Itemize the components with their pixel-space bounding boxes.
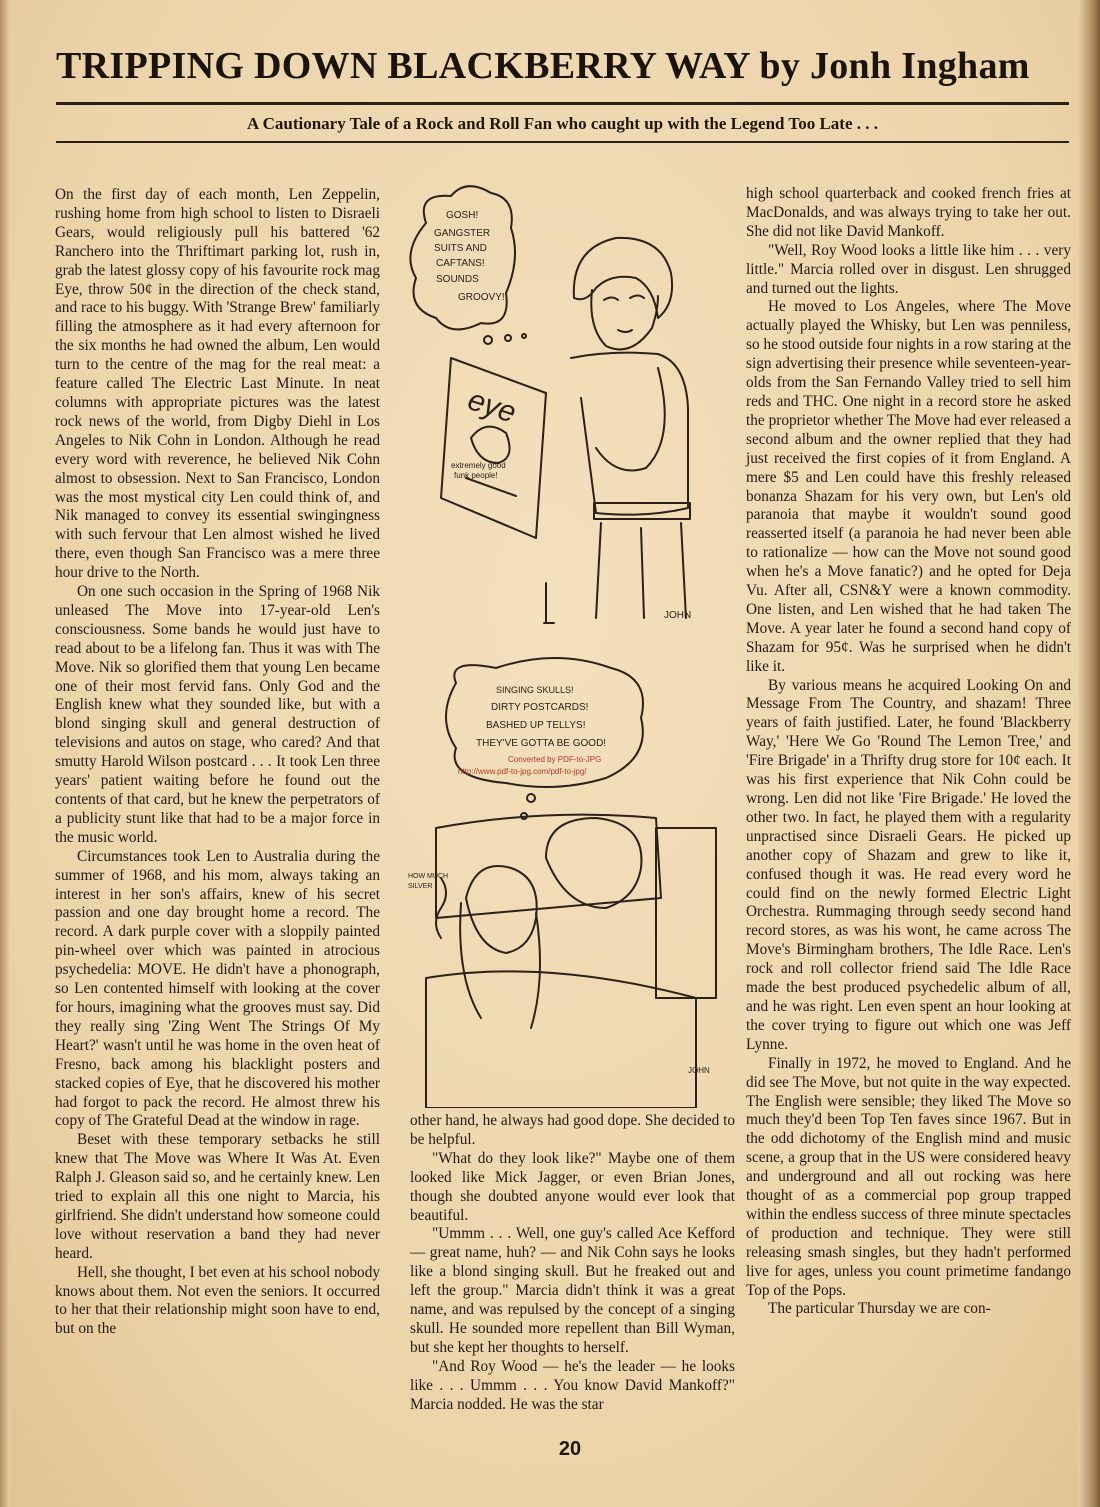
paragraph: Finally in 1972, he moved to England. And he did see The Move, but not quite in the way expected. The English were sensible; they liked The Move so much they'd been Top Ten faves since 1967. But in the odd dichotomy of the English mind and music scene, a group that in the US were considered heavy and underground and all out rocking was here thought of as a commercial pop group trapped within the endless success of three minute spectacles of production and technique. They were still releasing smash singles, but they hadn't performed live for ages, unless you count primetime fandango Top of the Pops. (746, 1054, 1071, 1299)
paragraph: "What do they look like?" Maybe one of them looked like Mick Jagger, or even Brian Jones, though she doubted anyone would ever look that beautiful. (410, 1149, 735, 1224)
magazine (441, 358, 546, 538)
paragraph: high school quarterback and cooked french fries at MacDonalds, and was always trying to take her out. She did not like David Mankoff. (746, 185, 1071, 240)
bedside-cabinet (656, 828, 716, 998)
watermark-line-2: http://www.pdf-to-jpg.com/pdf-to-jpg/ (458, 767, 587, 776)
magazine-caption-2: funk people! (454, 471, 498, 480)
text-column-3 (746, 185, 1071, 1319)
paragraph: On the first day of each month, Len Zeppelin, rushing home from high school to listen to Disraeli Gears, would religiously pull his battered '62 Ranchero into the Thriftimart parking lot, rush in, grab the latest glossy copy of his favourite rock mag Eye, throw 50¢ in the direction of the check stand, and race to his buggy. With 'Strange Brew' familiarly filling the atmosphere as it had every afternoon for the six months he had owned the album, Len would turn to the centre of the mag for the real meat: a feature called The Electric Last Minute. In neat columns with appropriate pictures was the latest rock news of the world, from Digby Diehl in Los Angeles to Nik Cohn in London. Although he read every word with reverence, he believed Nik Cohn almost to obsession. Next to San Francisco, London was the most mystical city Len could think of, and Nik managed to convey its essential swingingness with such fervour that Len almost wished he lived there, even though San Francisco was a mere three hour drive to the North. (55, 186, 380, 582)
boy-legs (596, 523, 686, 618)
title-rule-bottom (56, 141, 1069, 143)
bubble2-text-2: DIRTY POSTCARDS! (491, 702, 589, 713)
bubble-text-1: GOSH! (446, 210, 479, 221)
paragraph: "Well, Roy Wood looks a little like him . . . very little." Marcia rolled over in disgust. Len shrugged and turned out the lights. (746, 241, 1071, 297)
title-rule-top (56, 102, 1069, 105)
illustrations (396, 178, 736, 1108)
watermark-line-1: Converted by PDF-to-JPG (508, 755, 602, 764)
bubble2-text-3: BASHED UP TELLYS! (486, 720, 586, 731)
bubble-text-4: CAFTANS! (436, 258, 485, 269)
text-column-2 (410, 1112, 735, 1415)
article-subtitle: A Cautionary Tale of a Rock and Roll Fan who caught up with the Legend Too Late . . . (247, 114, 878, 133)
paragraph: "And Roy Wood — he's the leader — he looks like . . . Ummm . . . You know David Mankoff?" Marcia nodded. He was the star (410, 1357, 735, 1413)
bubble2-text-1: SINGING SKULLS! (496, 685, 574, 695)
paragraph: Beset with these temporary setbacks he still knew that The Move was Where It Was At. Even Ralph J. Gleason said so, and he certainly knew. Len tried to explain all this one night to Marcia, his girlfriend. She didn't understand how someone could love without reservation a band they had never heard. (55, 1131, 380, 1262)
magazine-label: eye (463, 383, 521, 430)
smoke-label-2: SILVER (408, 883, 433, 890)
signature-bottom: JOHN (688, 1066, 710, 1075)
boy2-head (546, 818, 641, 908)
smoke-lines (436, 878, 446, 938)
frame-corner (544, 583, 554, 623)
bubble-text-2: GANGSTER (434, 228, 491, 239)
paragraph: The particular Thursday we are con- (768, 1300, 991, 1318)
paragraph: other hand, he always had good dope. She decided to be helpful. (410, 1112, 735, 1148)
thought-dot (484, 336, 492, 344)
signature-top: JOHN (664, 610, 692, 621)
page-left-edge (0, 0, 10, 1507)
thought-dot (505, 335, 511, 341)
boy-shirt (571, 353, 688, 515)
paragraph: Hell, she thought, I bet even at his school nobody knows about them. Not even the seniors. It occurred to her that their relationship might soon have to end, but on the (55, 1263, 380, 1338)
paragraph: On one such occasion in the Spring of 1968 Nik unleased The Move into 17-year-old Len's consciousness. Some bands he would just have to read about to be a lifelong fan. Thus it was with The Move. Nik so glorified them that young Len became one of their most fervid fans. Only God and the English knew what they sounded like, but with a blond singing skull and general destruction of televisions and autos on stage, who cared? And that smutty Harold Wilson postcard . . . It took Len three years' patient waiting before he found out the contents of that card, but he knew the perpetrators of a publicity stunt like that had to be a major force in the music world. (55, 583, 380, 846)
cartoon-drawings (396, 178, 736, 1108)
bubble-text-3: SUITS AND (434, 243, 487, 254)
paragraph: He moved to Los Angeles, where The Move actually played the Whisky, but Len was penniless, so he stood outside four nights in a row staring at the sign advertising their presence while seventeen-year-olds from the San Fernando Valley tried to sell him reds and THC. One night in a record store he asked the proprietor whether The Move had ever released a second album and the owner replied that they had just received the first copies of it from England. A mere $5 and Len could have this freshly released bonanza Shazam for his very own, but Len's old paranoia that maybe it wouldn't sound good reasserted itself (a paranoia he had never been able to rationalize — how can the Move not sound good when he's a Move fanatic?) and he opted for Deja Vu. After all, CSN&Y were a known commodity. One listen, and Len wished that he had taken The Move. A year later he found a second hand copy of Shazam for 95¢. Was he surprised when he didn't like it. (746, 298, 1071, 675)
paragraph: Circumstances took Len to Australia during the summer of 1968, and his mom, always taking an interest in her son's affairs, knew of his secret passion and one day brought home a record. The record. A dark purple cover with a sloppily painted pin-wheel over which was painted in atrocious psychedelia: MOVE. He didn't have a phonograph, so Len contented himself with looking at the cover for hours, imagining what the grooves must say. Did they really sing 'Zing Went The Strings Of My Heart?' wasn't until he was home in the oven heat of Fresno, back among his blacklight posters and stacked copies of Eye, that he discovered his mother had forgot to pack the record. He almost threw his copy of The Grateful Dead at the window in rage. (55, 847, 380, 1130)
boy-face (591, 290, 658, 349)
bubble-text-5: SOUNDS (436, 274, 479, 285)
article-title: TRIPPING DOWN BLACKBERRY WAY by Jonh Ingham (56, 45, 1030, 87)
thought-dot (522, 334, 526, 338)
bubble-text-6: GROOVY! (458, 292, 505, 303)
magazine-caption-1: extremely good (451, 461, 506, 470)
smoke-label-1: HOW MUCH (408, 873, 449, 880)
thought-dot (527, 794, 535, 802)
text-column-1 (55, 186, 380, 1339)
page-number: 20 (558, 1438, 582, 1460)
bubble2-text-4: THEY'VE GOTTA BE GOOD! (476, 738, 607, 749)
boy-arm (596, 368, 665, 471)
page-right-edge (1078, 0, 1100, 1507)
bed-headboard (436, 815, 661, 918)
paragraph: By various means he acquired Looking On and Message From The Country, and shazam! Three years of faith justified. Later, he found 'Blackberry Way,' 'Here We Go 'Round The Lemon Tree,' and 'Fire Brigade' in a Thrifty drug store for 10¢ each. It was his first experience that Nik Cohn could be wrong. Len did not like 'Fire Brigade.' He loved the other two. In fact, he played them with a regularity unpractised since Disraeli Gears. He picked up another copy of Shazam and grew to like it, confused though it was. He read every word he could find on the newly formed Electric Light Orchestra. Rummaging through seedy second hand record stores, as was his wont, he came across The Move's Birmingham brothers, The Idle Race. Len's rock and roll collector friend said The Idle Race made the best produced psychedelic album of all, and he was right. Len even spent an hour looking at the cover trying to figure out which one was Jeff Lynne. (746, 676, 1071, 1053)
boy-mouth (618, 330, 632, 332)
paragraph: "Ummm . . . Well, one guy's called Ace Kefford — great name, huh? — and Nik Cohn says he looks like a blond singing skull. But he freaked out and left the group." Marcia didn't think it was a great name, and was repulsed by the concept of a singing skull. He sounded more repellent than Bill Wyman, but she kept her thoughts to herself. (410, 1225, 735, 1356)
boy-eyes (604, 296, 644, 301)
